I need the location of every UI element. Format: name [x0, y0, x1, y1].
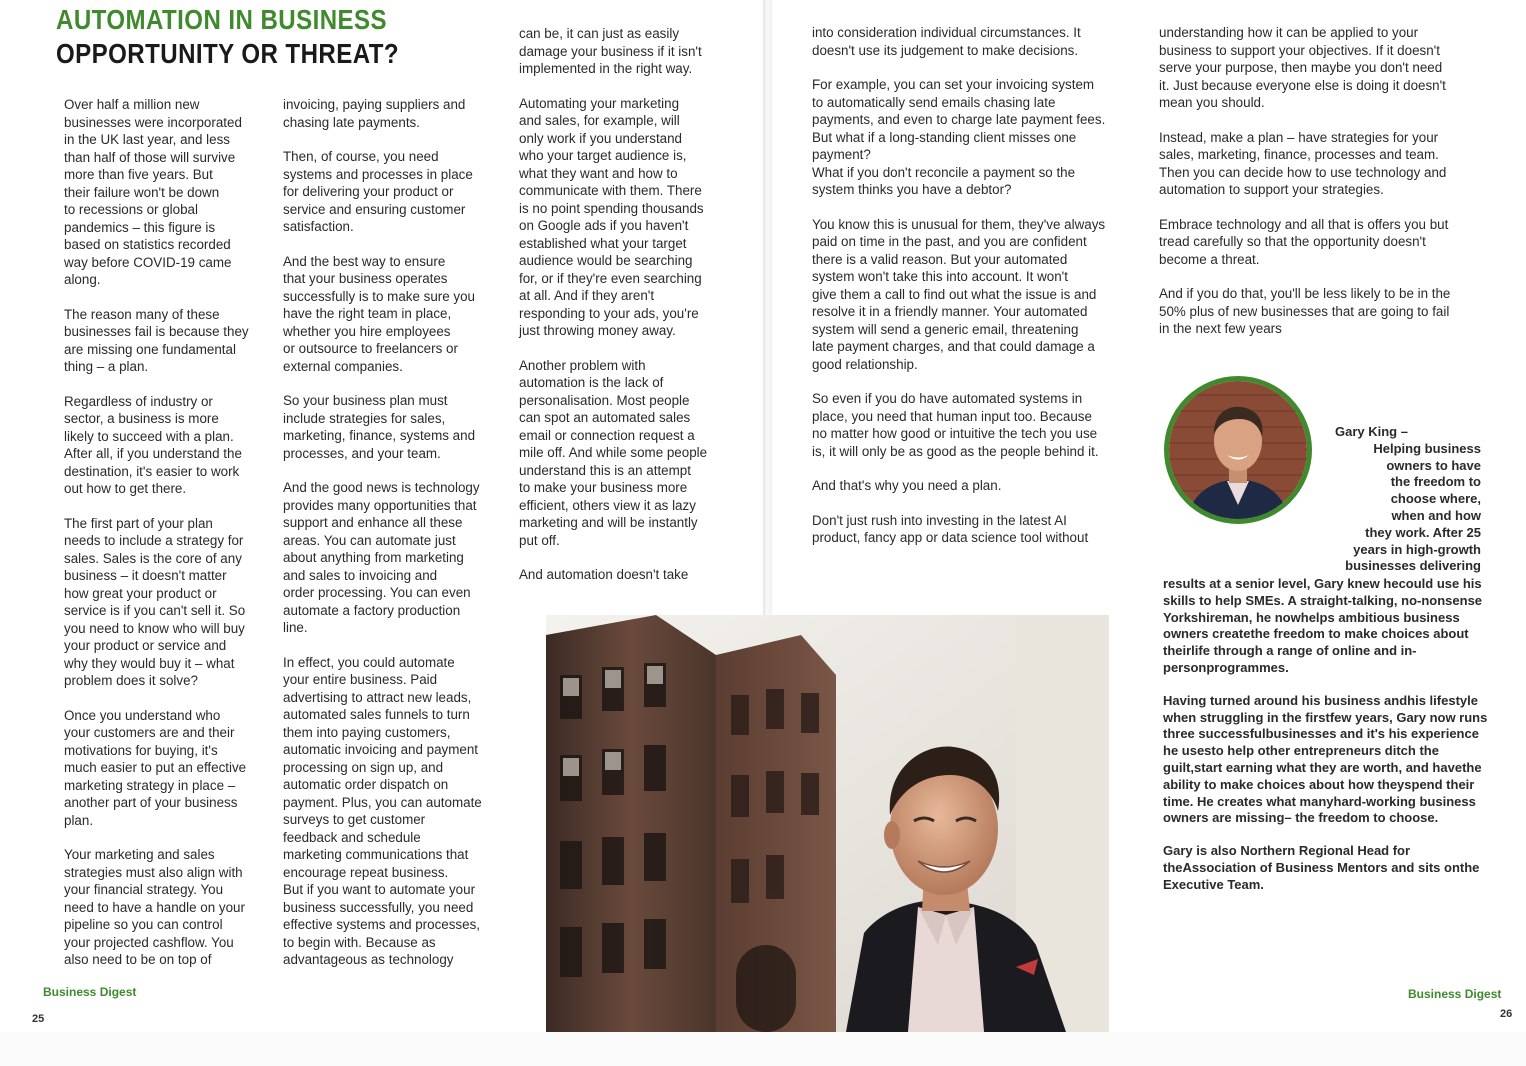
- text-line: sales, marketing, finance, processes and team.: [1159, 147, 1439, 162]
- text-line: In effect, you could automate: [283, 654, 455, 670]
- text-line: After all, if you understand the: [64, 446, 242, 461]
- text-line: automation is the lack of: [519, 375, 664, 390]
- text-line: also need to be on top of: [64, 952, 212, 967]
- text-line: email or connection request a: [519, 427, 695, 443]
- text-line: more than five years. But: [64, 167, 213, 182]
- text-line: – the freedom to choose.: [1284, 810, 1439, 826]
- text-line: And the good news is technology: [283, 480, 480, 495]
- text-line: 50% plus of new businesses that are going to fail: [1159, 303, 1450, 319]
- text-line: But if you want to automate your: [283, 882, 476, 897]
- text-line: systems and processes in place: [283, 166, 473, 182]
- text-line: Regardless of industry or: [64, 393, 213, 409]
- text-line: areas. You can automate just: [283, 532, 456, 548]
- text-line: have the right team in place,: [283, 306, 452, 321]
- bio-line: choose where,: [1390, 491, 1481, 507]
- text-line: resolve it in a friendly manner. Your automated: [812, 304, 1088, 319]
- text-line: could use his skills to help SMEs. A straight-: [1163, 576, 1482, 608]
- text-line: advertising to attract new leads,: [283, 689, 472, 705]
- text-line: Automating your marketing: [519, 95, 680, 111]
- text-line: And the best way to ensure: [283, 253, 446, 269]
- text-line: businesses and it's his experience he uses: [1163, 726, 1479, 759]
- text-line: business to support your objectives. If it doesn't: [1159, 42, 1440, 58]
- text-line: personalisation. Most people: [519, 392, 690, 408]
- paragraph: [1163, 843, 1493, 893]
- text-line: So your business plan must: [283, 393, 448, 408]
- text-line: business – it doesn't matter: [64, 568, 227, 583]
- text-line: start earning what they are worth, and have: [1194, 759, 1463, 775]
- text-line: paid on time in the past, and you are confident: [812, 234, 1087, 249]
- article-subtitle: OPPORTUNITY OR THREAT?: [56, 38, 400, 69]
- text-line: at all. And if they aren't: [519, 288, 655, 303]
- text-line: doesn't use its judgement to make decisions.: [812, 42, 1079, 58]
- paragraph: [519, 566, 737, 584]
- paragraph: [283, 479, 513, 637]
- text-line: automatic order dispatch on: [283, 777, 449, 792]
- text-line: include strategies for sales,: [283, 410, 446, 426]
- text-line: mile off. And while some people: [519, 445, 708, 460]
- text-line: their failure won't be down: [64, 184, 220, 200]
- text-line: successfully is to make sure you: [283, 288, 476, 304]
- text-line: that your business operates: [283, 271, 448, 286]
- paragraph: [812, 512, 1148, 547]
- text-line: no matter how good or intuitive the tech you use: [812, 426, 1098, 441]
- text-line: responding to your ads, you're: [519, 305, 699, 321]
- bio-line: when and how: [1391, 507, 1481, 523]
- bio-line: Helping business: [1373, 440, 1481, 456]
- text-line: about anything from marketing: [283, 550, 464, 565]
- text-line: Instead, make a plan – have strategies for your: [1159, 129, 1439, 145]
- text-line: businesses fail is because they: [64, 324, 249, 339]
- body-column-1: [64, 96, 278, 986]
- text-line: marketing communications that: [283, 847, 469, 862]
- text-line: Don't just rush into investing in the latest AI: [812, 512, 1067, 528]
- text-line: your product or service and: [64, 638, 227, 653]
- text-line: surveys to get customer: [283, 812, 426, 827]
- text-line: just throwing money away.: [519, 323, 676, 338]
- body-column-5: [1159, 24, 1499, 355]
- text-line: the freedom to make choices about their: [1163, 626, 1469, 659]
- author-portrait-illustration: [1169, 381, 1307, 519]
- text-line: understanding how it can be applied to your: [1159, 25, 1419, 40]
- text-line: to automatically send emails chasing late: [812, 94, 1056, 110]
- text-line: satisfaction.: [283, 219, 354, 234]
- paragraph: [283, 654, 513, 969]
- paragraph: [283, 253, 513, 376]
- text-line: on Google ads if you haven't: [519, 218, 689, 233]
- text-line: Then you can decide how to use technology and: [1159, 164, 1447, 180]
- text-line: chasing late payments.: [283, 114, 420, 130]
- text-line: understand this is an attempt: [519, 462, 691, 478]
- paragraph: [812, 24, 1148, 59]
- text-line: how great your product or: [64, 585, 217, 601]
- paragraph: [812, 390, 1148, 460]
- text-line: his lifestyle when struggling in the first: [1163, 692, 1478, 725]
- text-line: communicate with them. There: [519, 183, 702, 198]
- text-line: implemented in the right way.: [519, 61, 693, 76]
- text-line: processing on sign up, and: [283, 759, 444, 775]
- text-line: than half of those will survive: [64, 149, 236, 165]
- text-line: results at a senior level, Gary knew he: [1163, 576, 1399, 591]
- text-line: can be, it can just as easily: [519, 26, 680, 41]
- text-line: out how to get there.: [64, 481, 187, 496]
- paragraph: [64, 707, 278, 830]
- author-portrait: [1164, 376, 1312, 524]
- text-line: advantageous as technology: [283, 952, 454, 967]
- author-bio: [1163, 576, 1493, 910]
- text-line: your entire business. Paid: [283, 672, 438, 687]
- text-line: marketing and will be instantly: [519, 515, 698, 530]
- page-number-left: 25: [32, 1013, 45, 1025]
- text-line: sales. Sales is the core of any: [64, 550, 242, 566]
- paragraph: [1163, 576, 1493, 677]
- text-line: need to have a handle on your: [64, 899, 245, 915]
- text-line: another part of your business: [64, 795, 238, 810]
- text-line: your projected cashflow. You: [64, 934, 234, 950]
- text-line: invoicing, paying suppliers and: [283, 97, 466, 112]
- text-line: Another problem with: [519, 357, 646, 373]
- text-line: motivations for buying, it's: [64, 742, 218, 758]
- text-line: system thinks you have a debtor?: [812, 182, 1012, 197]
- text-line: For example, you can set your invoicing system: [812, 77, 1095, 92]
- text-line: and sales, for example, will: [519, 113, 680, 128]
- text-line: in the UK last year, and less: [64, 132, 230, 147]
- text-line: businesses were incorporated: [64, 114, 242, 130]
- text-line: automation to support your strategies.: [1159, 182, 1384, 197]
- text-line: problem does it solve?: [64, 673, 198, 688]
- footer-brand-left: Business Digest: [43, 985, 137, 999]
- text-line: What if you don't reconcile a payment so the: [812, 164, 1076, 180]
- text-line: good relationship.: [812, 356, 918, 372]
- text-line: But what if a long-standing client misses one: [812, 129, 1077, 145]
- text-line: external companies.: [283, 358, 403, 374]
- text-line: the Executive Team.: [1163, 859, 1480, 892]
- bio-line: they work. After 25: [1365, 524, 1481, 540]
- text-line: Over half a million new: [64, 97, 200, 112]
- text-line: what they want and how to: [519, 165, 678, 181]
- text-line: are missing one fundamental: [64, 341, 236, 357]
- text-line: order processing. You can even: [283, 585, 471, 600]
- text-line: Once you understand who: [64, 707, 221, 723]
- paragraph: [812, 216, 1148, 374]
- paragraph: [283, 148, 513, 236]
- text-line: system will send a generic email, threatening: [812, 321, 1079, 337]
- paragraph: [812, 76, 1148, 199]
- text-line: for, or if they're even searching: [519, 270, 702, 286]
- text-line: along.: [64, 272, 101, 287]
- text-line: Then, of course, you need: [283, 149, 439, 164]
- text-line: The reason many of these: [64, 306, 220, 322]
- bio-line: owners to have: [1386, 457, 1481, 473]
- text-line: become a threat.: [1159, 251, 1260, 267]
- text-line: feedback and schedule: [283, 829, 421, 845]
- text-line: you need to know who will buy: [64, 620, 245, 636]
- text-line: You know this is unusual for them, they've always: [812, 216, 1106, 232]
- text-line: effective systems and processes,: [283, 917, 480, 932]
- text-line: destination, it's easier to work: [64, 463, 240, 479]
- text-line: Embrace technology and all that is offers you but: [1159, 216, 1449, 232]
- text-line: encourage repeat business.: [283, 864, 449, 880]
- feature-photo: [546, 615, 1109, 1032]
- bio-line: years in high-growth: [1353, 541, 1481, 557]
- text-line: pipeline so you can control: [64, 917, 223, 932]
- text-line: established what your target: [519, 235, 687, 251]
- paragraph: [1163, 693, 1493, 827]
- article-title: AUTOMATION IN BUSINESS: [56, 4, 387, 35]
- text-line: marketing strategy in place –: [64, 777, 236, 793]
- text-line: marketing, finance, systems and: [283, 428, 476, 443]
- text-line: mean you should.: [1159, 95, 1265, 110]
- feature-photo-illustration: [546, 615, 1109, 1032]
- text-line: Having turned around his business and: [1163, 692, 1408, 708]
- text-line: business successfully, you need: [283, 899, 474, 915]
- paragraph: [283, 392, 513, 462]
- text-line: strategies must also align with: [64, 864, 243, 880]
- text-line: payment?: [812, 147, 871, 162]
- text-line: sector, a business is more: [64, 411, 219, 426]
- text-line: life through a range of online and in-person: [1163, 643, 1417, 675]
- paragraph: [812, 477, 1148, 495]
- text-line: can spot an automated sales: [519, 410, 691, 425]
- text-line: damage your business if it isn't: [519, 43, 702, 59]
- text-line: is, it will only be as good as the people behind it.: [812, 443, 1099, 459]
- paragraph: [1159, 24, 1499, 112]
- author-bio-intro: [1335, 424, 1505, 575]
- text-line: who your target audience is,: [519, 148, 687, 163]
- paragraph: [64, 515, 278, 690]
- text-line: service is if you can't sell it. So: [64, 603, 246, 618]
- text-line: place, you need that human input too. Because: [812, 408, 1092, 424]
- text-line: hard-working business owners are missing: [1163, 793, 1476, 826]
- text-line: plan.: [64, 812, 94, 828]
- text-line: pandemics – this figure is: [64, 219, 216, 235]
- text-line: provides many opportunities that: [283, 497, 477, 513]
- body-column-4: [812, 24, 1148, 564]
- paragraph: [519, 357, 737, 550]
- text-line: tread carefully so that the opportunity doesn't: [1159, 234, 1426, 249]
- text-line: to help other entrepreneurs ditch the guilt,: [1163, 743, 1439, 775]
- text-line: to recessions or global: [64, 202, 198, 217]
- paragraph: [1159, 129, 1499, 199]
- bio-line: businesses delivering: [1345, 558, 1481, 574]
- paragraph: [64, 846, 278, 969]
- text-line: give them a call to find out what the issue is and: [812, 286, 1097, 302]
- text-line: there is a valid reason. But your automated: [812, 251, 1068, 267]
- body-column-2: [283, 96, 513, 986]
- text-line: or outsource to freelancers or: [283, 341, 458, 356]
- text-line: is no point spending thousands: [519, 200, 704, 216]
- paragraph: [283, 96, 513, 131]
- text-line: likely to succeed with a plan.: [64, 428, 234, 444]
- text-line: to begin with. Because as: [283, 934, 436, 950]
- text-line: late payment charges, and that could damage a: [812, 339, 1095, 354]
- text-line: for delivering your product or: [283, 184, 454, 199]
- text-line: and sales to invoicing and: [283, 567, 438, 583]
- page-number-right: 26: [1500, 1008, 1513, 1020]
- text-line: thing – a plan.: [64, 359, 149, 374]
- text-line: support and enhance all these: [283, 515, 463, 530]
- text-line: your customers are and their: [64, 725, 235, 740]
- text-line: few years, Gary now runs three successful: [1163, 709, 1488, 742]
- body-column-3: [519, 25, 737, 601]
- text-line: put off.: [519, 532, 560, 548]
- text-line: helps ambitious business owners create: [1163, 609, 1460, 642]
- paragraph: [1159, 285, 1499, 338]
- text-line: why they would buy it – what: [64, 655, 235, 671]
- text-line: the ability to make choices about how they: [1163, 759, 1482, 792]
- text-line: So even if you do have automated systems in: [812, 391, 1083, 406]
- text-line: payment. Plus, you can automate: [283, 794, 482, 810]
- text-line: talking, no-nonsense Yorkshireman, he now: [1163, 592, 1483, 625]
- paragraph: [1159, 216, 1499, 269]
- text-line: And if you do that, you'll be less likely to be in the: [1159, 286, 1451, 301]
- text-line: processes, and your team.: [283, 445, 441, 461]
- text-line: needs to include a strategy for: [64, 533, 244, 548]
- text-line: based on statistics recorded: [64, 237, 231, 252]
- text-line: serve your purpose, then maybe you don't need: [1159, 60, 1443, 75]
- paragraph: [519, 95, 737, 340]
- text-line: automatic invoicing and payment: [283, 742, 479, 757]
- text-line: system won't take this into account. It won't: [812, 269, 1068, 284]
- paragraph: [64, 306, 278, 376]
- text-line: Gary is also Northern Regional Head for the: [1163, 843, 1411, 875]
- paragraph: [64, 393, 278, 498]
- footer-brand-right: Business Digest: [1408, 987, 1502, 1001]
- text-line: only work if you understand: [519, 130, 683, 146]
- paragraph: [64, 96, 278, 289]
- text-line: product, fancy app or data science tool without: [812, 530, 1089, 545]
- text-line: And that's why you need a plan.: [812, 478, 1002, 493]
- text-line: automated sales funnels to turn: [283, 707, 470, 722]
- text-line: to make your business more: [519, 480, 688, 495]
- paragraph: [519, 25, 737, 78]
- text-line: And automation doesn't take: [519, 567, 689, 582]
- text-line: automate a factory production: [283, 602, 461, 618]
- text-line: your financial strategy. You: [64, 882, 224, 897]
- text-line: whether you hire employees: [283, 323, 451, 339]
- text-line: The first part of your plan: [64, 515, 213, 531]
- text-line: programmes.: [1206, 659, 1289, 675]
- text-line: Association of Business Mentors and sits on: [1182, 859, 1460, 875]
- bio-line: Gary King –: [1335, 424, 1408, 439]
- text-line: efficient, others view it as lazy: [519, 497, 696, 513]
- text-line: payments, and even to charge late payment fees.: [812, 112, 1106, 127]
- text-line: line.: [283, 620, 308, 635]
- text-line: way before COVID-19 came: [64, 254, 232, 270]
- text-line: much easier to put an effective: [64, 760, 247, 775]
- text-line: service and ensuring customer: [283, 201, 466, 217]
- text-line: them into paying customers,: [283, 724, 451, 740]
- text-line: spend their time. He creates what many: [1163, 776, 1475, 809]
- text-line: it. Just because everyone else is doing it doesn't: [1159, 77, 1446, 93]
- text-line: into consideration individual circumstances. It: [812, 25, 1081, 40]
- text-line: Your marketing and sales: [64, 847, 215, 862]
- text-line: in the next few years: [1159, 321, 1282, 336]
- bottom-margin: [0, 1032, 1526, 1066]
- text-line: audience would be searching: [519, 253, 693, 268]
- bio-line: the freedom to: [1390, 474, 1481, 490]
